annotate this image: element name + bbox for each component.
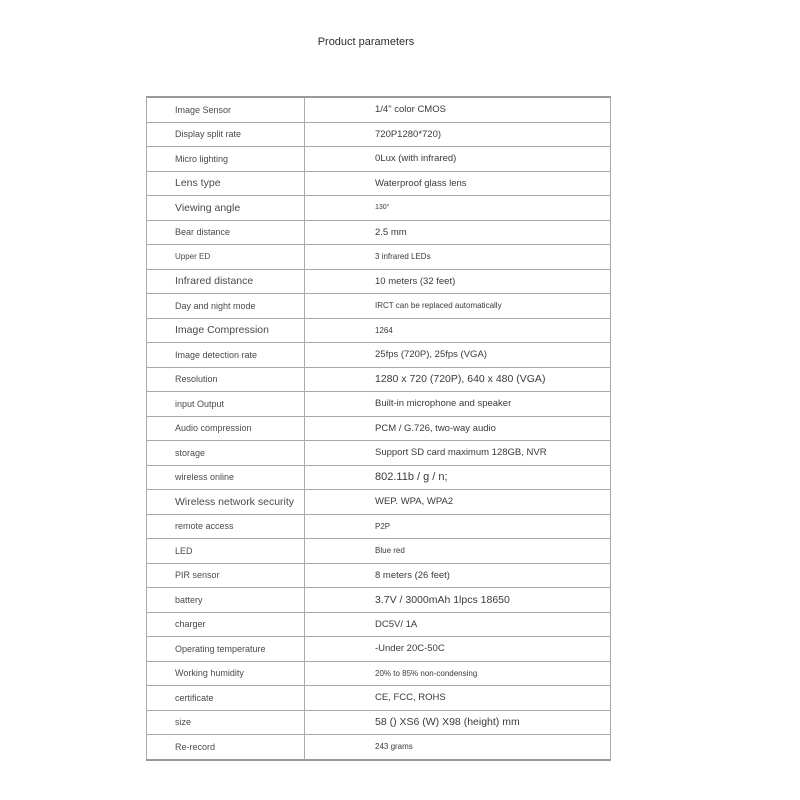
table-row [147, 245, 611, 270]
param-label: Operating temperature [147, 637, 305, 662]
table-row [147, 490, 611, 515]
param-label: certificate [147, 686, 305, 711]
table-row [147, 392, 611, 417]
param-value: 58 () XS6 (W) X98 (height) mm [305, 710, 611, 735]
param-value: Blue red [305, 539, 611, 564]
param-value: 243 grams [305, 735, 611, 760]
table-row [147, 588, 611, 613]
table-row [147, 686, 611, 711]
param-label: Wireless network security [147, 490, 305, 515]
table-row [147, 441, 611, 466]
param-value: 802.11b / g / n; [305, 465, 611, 490]
param-label: PIR sensor [147, 563, 305, 588]
param-value: P2P [305, 514, 611, 539]
param-value: 10 meters (32 feet) [305, 269, 611, 294]
param-label: Working humidity [147, 661, 305, 686]
page-title: Product parameters [317, 36, 415, 48]
table-row [147, 563, 611, 588]
param-value: 130° [305, 196, 611, 221]
param-value: Waterproof glass lens [305, 171, 611, 196]
table-row [147, 294, 611, 319]
param-label: Infrared distance [147, 269, 305, 294]
table-row [147, 343, 611, 368]
table-row [147, 171, 611, 196]
param-label: Micro lighting [147, 147, 305, 172]
param-label: Image Compression [147, 318, 305, 343]
param-label: Display split rate [147, 122, 305, 147]
param-label: battery [147, 588, 305, 613]
param-value: 720P1280*720) [305, 122, 611, 147]
param-label: Viewing angle [147, 196, 305, 221]
param-label: size [147, 710, 305, 735]
table-row [147, 147, 611, 172]
param-label: Bear distance [147, 220, 305, 245]
table-row [147, 367, 611, 392]
table-row [147, 612, 611, 637]
param-label: charger [147, 612, 305, 637]
table-row [147, 710, 611, 735]
param-value: 20% to 85% non-condensing [305, 661, 611, 686]
param-label: LED [147, 539, 305, 564]
param-value: 1/4" color CMOS [305, 97, 611, 122]
param-label: storage [147, 441, 305, 466]
param-label: Re-record [147, 735, 305, 760]
param-value: 3.7V / 3000mAh 1lpcs 18650 [305, 588, 611, 613]
param-label: input Output [147, 392, 305, 417]
table-row [147, 735, 611, 760]
param-label: Audio compression [147, 416, 305, 441]
param-value: WEP. WPA, WPA2 [305, 490, 611, 515]
param-value: PCM / G.726, two-way audio [305, 416, 611, 441]
param-value: 1280 x 720 (720P), 640 x 480 (VGA) [305, 367, 611, 392]
param-value: 0Lux (with infrared) [305, 147, 611, 172]
param-value: 25fps (720P), 25fps (VGA) [305, 343, 611, 368]
param-value: 1264 [305, 318, 611, 343]
param-value: -Under 20C-50C [305, 637, 611, 662]
param-label: Lens type [147, 171, 305, 196]
param-label: Resolution [147, 367, 305, 392]
table-row [147, 465, 611, 490]
table-row [147, 637, 611, 662]
table-row [147, 196, 611, 221]
table-row [147, 122, 611, 147]
param-label: remote access [147, 514, 305, 539]
param-value: IRCT can be replaced automatically [305, 294, 611, 319]
param-value: Support SD card maximum 128GB, NVR [305, 441, 611, 466]
param-label: Image Sensor [147, 97, 305, 122]
table-row [147, 514, 611, 539]
spec-table [146, 96, 611, 761]
table-row [147, 416, 611, 441]
param-value: Built-in microphone and speaker [305, 392, 611, 417]
table-row [147, 318, 611, 343]
param-value: 2.5 mm [305, 220, 611, 245]
param-label: Day and night mode [147, 294, 305, 319]
table-row [147, 97, 611, 122]
table-row [147, 539, 611, 564]
table-row [147, 269, 611, 294]
param-label: Upper ED [147, 245, 305, 270]
param-value: CE, FCC, ROHS [305, 686, 611, 711]
param-label: wireless online [147, 465, 305, 490]
param-value: 3 infrared LEDs [305, 245, 611, 270]
param-label: Image detection rate [147, 343, 305, 368]
param-value: 8 meters (26 feet) [305, 563, 611, 588]
param-value: DC5V/ 1A [305, 612, 611, 637]
table-row [147, 661, 611, 686]
table-row [147, 220, 611, 245]
